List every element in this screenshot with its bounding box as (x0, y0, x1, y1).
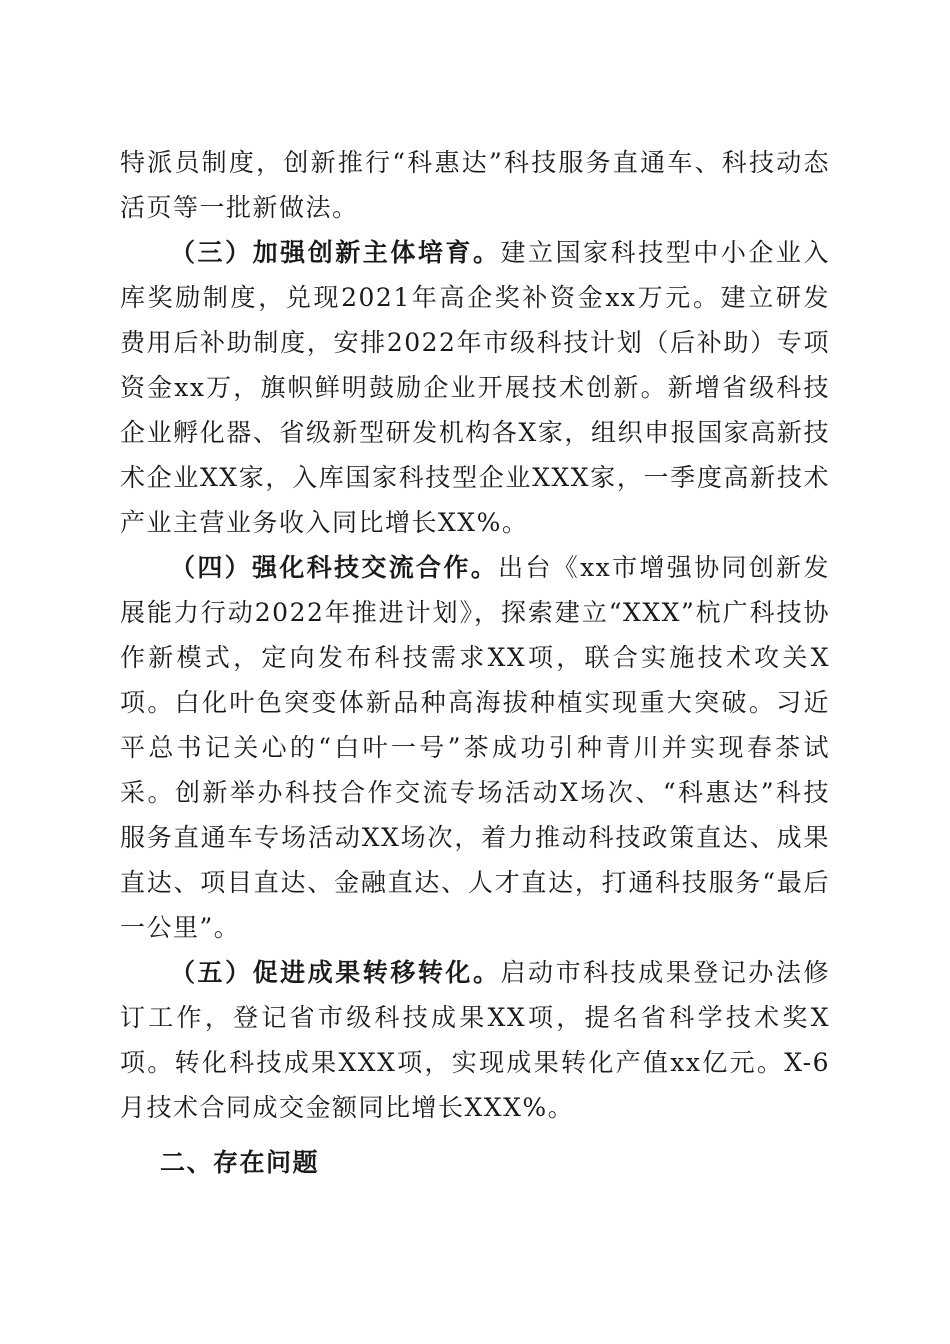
paragraph-text: 出台《xx市增强协同创新发展能力行动2022年推进计划》，探索建立“XXX”杭广科技协作新模式，定向发布科技需求XX项，联合实施技术攻关X项。白化叶色突变体新品种高海拔种植实现重大突破。习近平总书记关心的“白叶一号”茶成功引种青川并实现春茶试采。创新举办科技合作交流专场活动X场次、“科惠达”科技服务直通车专场活动XX场次，着力推动科技政策直达、成果直达、项目直达、金融直达、人才直达，打通科技服务“最后一公里”。 (120, 553, 830, 942)
paragraph-text: 建立国家科技型中小企业入库奖励制度，兑现2021年高企奖补资金xx万元。建立研发费用后补助制度，安排2022年市级科技计划（后补助）专项资金xx万，旗帜鲜明鼓励企业开展技术创新。新增省级科技企业孵化器、省级新型研发机构各X家，组织申报国家高新技术企业XX家，入库国家科技型企业XXX家，一季度高新技术产业主营业务收入同比增长XX%。 (120, 238, 830, 537)
paragraph-innovation-entities (120, 230, 830, 545)
section-heading: 二、存在问题 (160, 1148, 320, 1177)
paragraph-text: 特派员制度，创新推行“科惠达”科技服务直通车、科技动态活页等一批新做法。 (120, 148, 830, 222)
paragraph-lead: （五）促进成果转移转化。 (170, 958, 501, 987)
paragraph-tech-cooperation (120, 545, 830, 950)
paragraph-lead: （三）加强创新主体培育。 (170, 238, 501, 267)
paragraph-text: 启动市科技成果登记办法修订工作，登记省市级科技成果XX项，提名省科学技术奖X项。转化科技成果XXX项，实现成果转化产值xx亿元。X-6月技术合同成交金额同比增长XXX%。 (120, 958, 830, 1122)
paragraph-achievement-transfer (120, 950, 830, 1130)
paragraph-lead: （四）强化科技交流合作。 (170, 553, 499, 582)
paragraph-continuation (120, 140, 830, 230)
document-body (120, 140, 830, 1185)
